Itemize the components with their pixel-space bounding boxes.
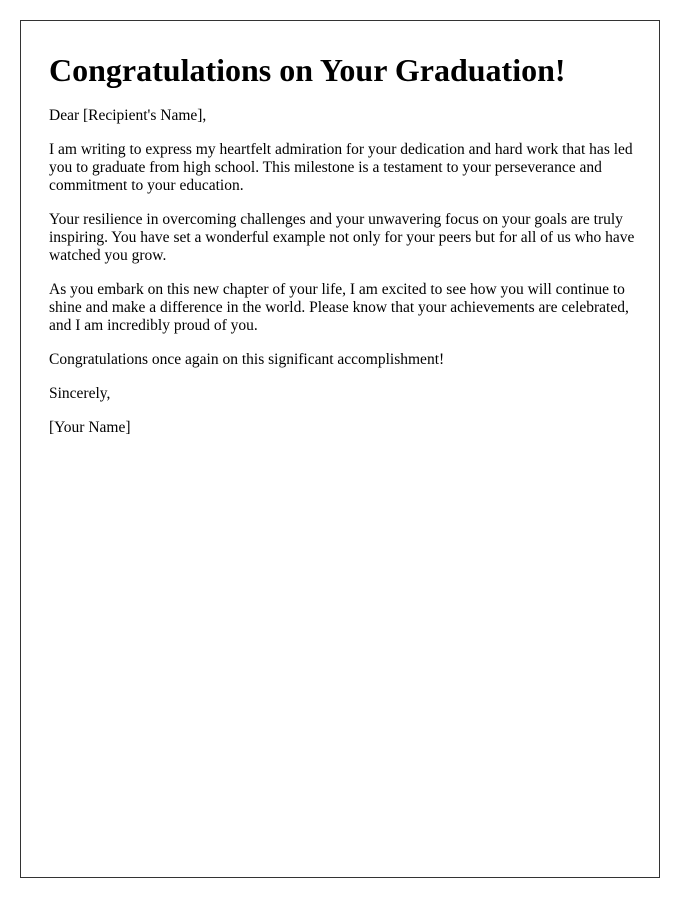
letter-greeting: Dear [Recipient's Name], <box>49 107 207 124</box>
letter-signature: [Your Name] <box>49 419 131 436</box>
letter-closing: Sincerely, <box>49 385 111 402</box>
letter-paragraph: Your resilience in overcoming challenges and your unwavering focus on your goals are truly inspiring. You have set a wonderful example not only for your peers but for all of us who have watched you grow. <box>49 211 635 264</box>
letter-frame <box>20 20 660 878</box>
letter-body <box>49 107 635 453</box>
letter-paragraph: As you embark on this new chapter of your life, I am excited to see how you will continue to shine and make a difference in the world. Please know that your achievements are celebrated, and I am incredibly proud of you. <box>49 281 629 334</box>
letter-title: Congratulations on Your Graduation! <box>49 52 566 88</box>
letter-paragraph: Congratulations once again on this significant accomplishment! <box>49 351 445 368</box>
letter-paragraph: I am writing to express my heartfelt admiration for your dedication and hard work that has led you to graduate from high school. This milestone is a testament to your perseverance and commitment to your education. <box>49 141 633 194</box>
